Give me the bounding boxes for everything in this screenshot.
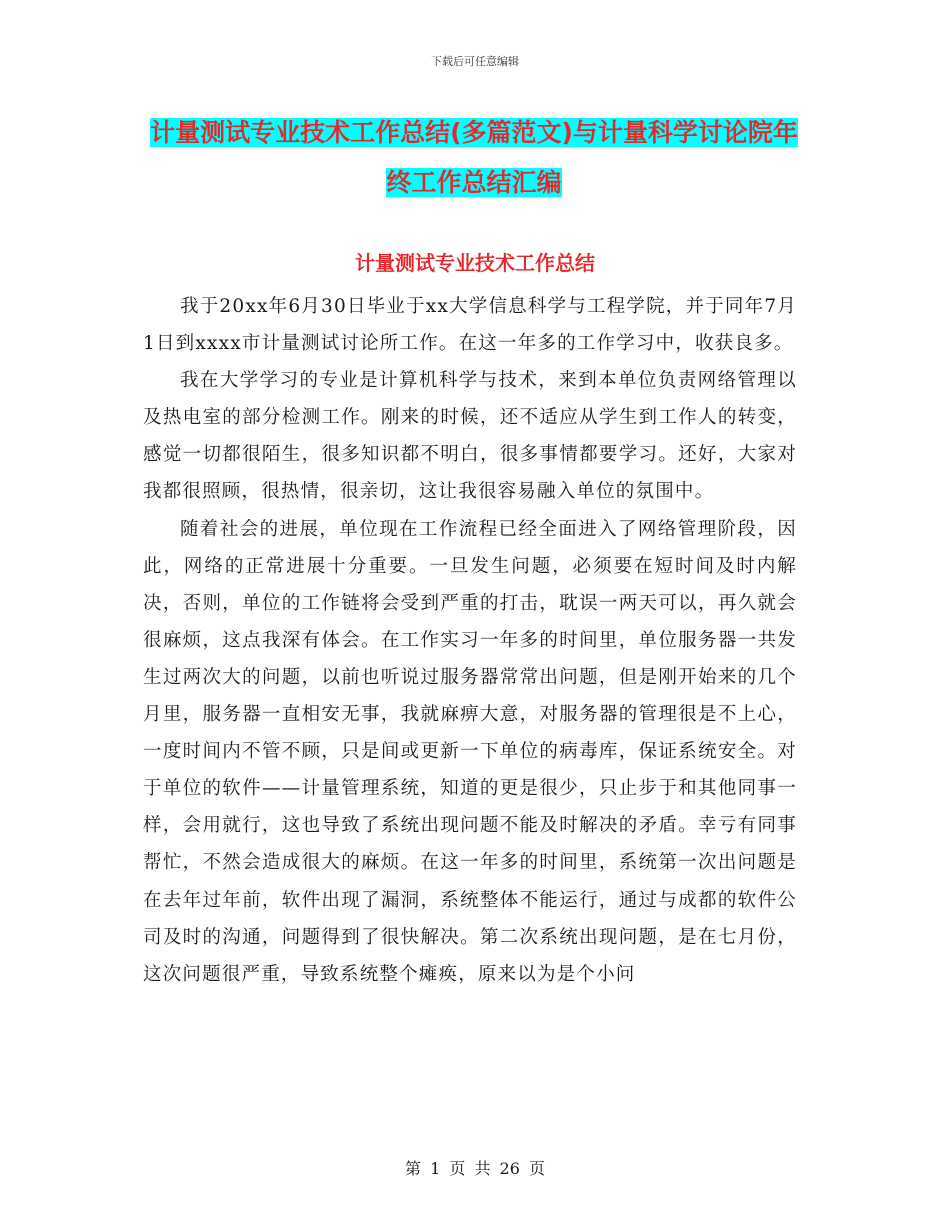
document-title-text: 计量测试专业技术工作总结(多篇范文)与计量科学讨论院年终工作总结汇编 xyxy=(150,118,798,197)
header-note: 下载后可任意编辑 xyxy=(431,55,519,68)
paragraph: 我于20xx年6月30日毕业于xx大学信息科学与工程学院，并于同年7月1日到xxxx市计量测试讨论所工作。在这一年多的工作学习中，收获良多。 xyxy=(143,296,797,355)
paragraph: 随着社会的进展，单位现在工作流程已经全面进入了网络管理阶段，因此，网络的正常进展十分重要。一旦发生问题，必须要在短时间及时内解决，否则，单位的工作链将会受到严重的打击，耽误一两天可以，再久就会很麻烦，这点我深有体会。在工作实习一年多的时间里，单位服务器一共发生过两次大的问题，以前也听说过服务器常常出问题，但是刚开始来的几个月里，服务器一直相安无事，我就麻痹大意，对服务器的管理很是不上心，一度时间内不管不顾，只是间或更新一下单位的病毒库，保证系统安全。对于单位的软件——计量管理系统，知道的更是很少，只止步于和其他同事一样，会用就行，这也导致了系统出现问题不能及时解决的矛盾。幸亏有同事帮忙，不然会造成很大的麻烦。在这一年多的时间里，系统第一次出问题是在去年过年前，软件出现了漏洞，系统整体不能运行，通过与成都的软件公司及时的沟通，问题得到了很快解决。第二次系统出现问题，是在七月份，这次问题很严重，导致系统整个瘫痪，原来以为是个小问 xyxy=(143,518,797,985)
page-number: 第 1 页 共 26 页 xyxy=(405,1159,545,1178)
section-title: 计量测试专业技术工作总结 xyxy=(355,251,595,275)
document-body xyxy=(143,288,797,993)
document-title xyxy=(140,108,808,208)
paragraph: 我在大学学习的专业是计算机科学与技术，来到本单位负责网络管理以及热电室的部分检测工作。刚来的时候，还不适应从学生到工作人的转变，感觉一切都很陌生，很多知识都不明白，很多事情都要学习。还好，大家对我都很照顾，很热情，很亲切，这让我很容易融入单位的氛围中。 xyxy=(143,370,797,503)
